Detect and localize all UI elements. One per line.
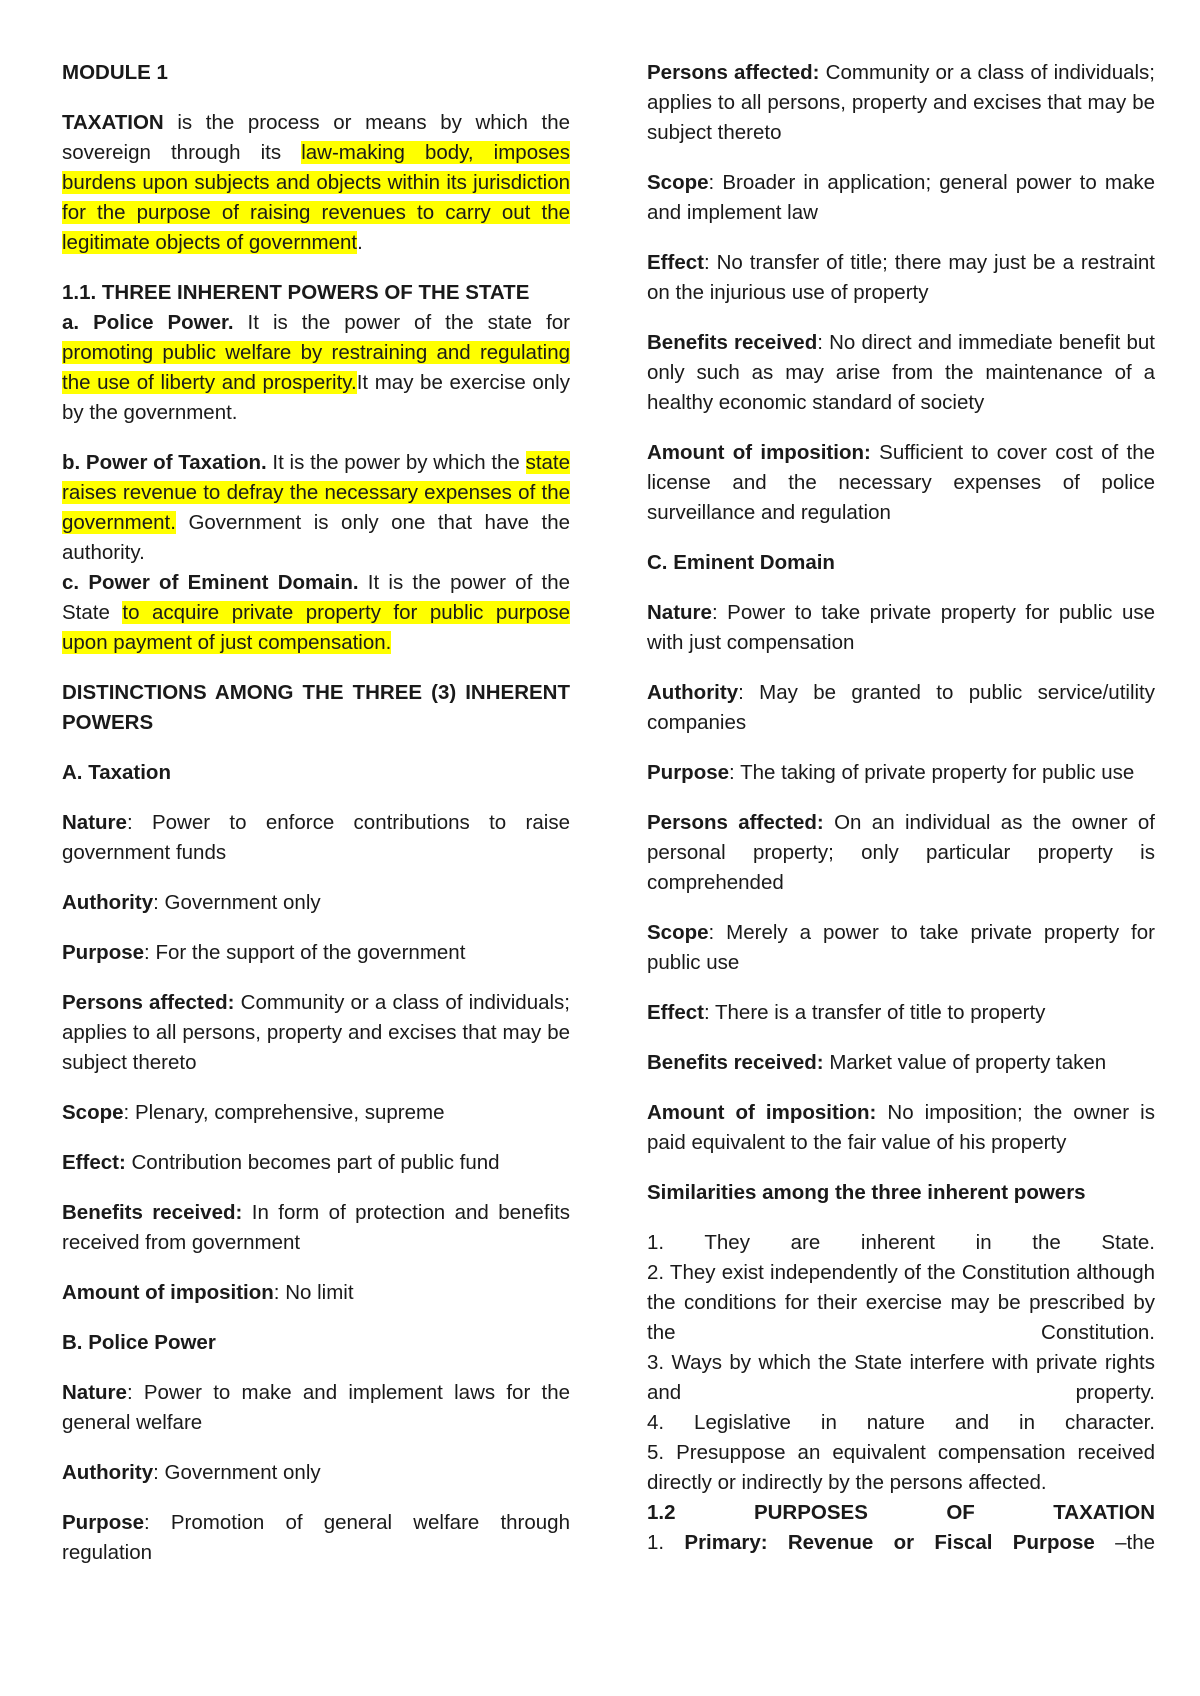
taxation-persons-affected: Persons affected: Community or a class of individuals; applies to all persons, property and excises that may be subject thereto bbox=[62, 991, 570, 1074]
police-power-paragraph: a. Police Power. It is the power of the state for promoting public welfare by restraining and regulating the use of liberty and prosperity.It may be exercise only by the government. bbox=[62, 311, 570, 424]
taxation-definition: TAXATION is the process or means by which the sovereign through its law-making body, imposes burdens upon subjects and objects within its jurisdiction for the purpose of raising revenues to carry out the legitimate objects of government. bbox=[62, 111, 570, 254]
similarity-item: 4. Legislative in nature and in character. bbox=[647, 1411, 1155, 1434]
distinctions-heading: DISTINCTIONS AMONG THE THREE (3) INHERENT POWERS bbox=[62, 681, 570, 734]
eminent-authority: Authority: May be granted to public service/utility companies bbox=[647, 681, 1155, 734]
eminent-benefits: Benefits received: Market value of property taken bbox=[647, 1051, 1107, 1074]
similarity-item: 3. Ways by which the State interfere with private rights and property. bbox=[647, 1351, 1155, 1404]
taxation-benefits: Benefits received: In form of protection and benefits received from government bbox=[62, 1201, 571, 1254]
eminent-persons-affected: Persons affected: On an individual as the owner of personal property; only particular property is comprehended bbox=[647, 811, 1155, 894]
taxation-subheading: A. Taxation bbox=[62, 761, 171, 784]
police-scope: Scope: Broader in application; general power to make and implement law bbox=[647, 171, 1155, 224]
eminent-scope: Scope: Merely a power to take private property for public use bbox=[647, 921, 1155, 974]
eminent-effect: Effect: There is a transfer of title to property bbox=[647, 1001, 1046, 1024]
highlight: to acquire private property for public purpose upon payment of just compensation. bbox=[62, 601, 571, 654]
taxation-effect: Effect: Contribution becomes part of public fund bbox=[62, 1151, 500, 1174]
taxation-nature: Nature: Power to enforce contributions to raise government funds bbox=[62, 811, 570, 864]
primary-purpose: 1. Primary: Revenue or Fiscal Purpose –the bbox=[647, 1531, 1155, 1554]
police-amount: Amount of imposition: Sufficient to cover cost of the license and the necessary expenses of police surveillance and regulation bbox=[647, 441, 1155, 524]
similarity-item: 2. They exist independently of the Constitution although the conditions for their exercise may be prescribed by the Constitution. bbox=[647, 1261, 1155, 1344]
eminent-purpose: Purpose: The taking of private property for public use bbox=[647, 761, 1135, 784]
police-power-subheading: B. Police Power bbox=[62, 1331, 216, 1354]
police-effect: Effect: No transfer of title; there may just be a restraint on the injurious use of property bbox=[647, 251, 1155, 304]
taxation-power-paragraph: b. Power of Taxation. It is the power by which the state raises revenue to defray the necessary expenses of the government. Government is only one that have the authority. bbox=[62, 451, 571, 564]
section-heading-powers: 1.1. THREE INHERENT POWERS OF THE STATE bbox=[62, 281, 530, 304]
highlight: state raises revenue to defray the necessary expenses of the government. bbox=[62, 451, 571, 534]
right-column bbox=[647, 58, 1155, 1558]
taxation-scope: Scope: Plenary, comprehensive, supreme bbox=[62, 1101, 445, 1124]
module-title: MODULE 1 bbox=[62, 61, 168, 84]
taxation-authority: Authority: Government only bbox=[62, 891, 321, 914]
police-purpose: Purpose: Promotion of general welfare through regulation bbox=[62, 1511, 570, 1564]
police-benefits: Benefits received: No direct and immediate benefit but only such as may arise from the maintenance of a healthy economic standard of society bbox=[647, 331, 1155, 414]
taxation-amount: Amount of imposition: No limit bbox=[62, 1281, 354, 1304]
left-column bbox=[62, 58, 570, 1588]
purposes-heading: 1.2 PURPOSES OF TAXATION bbox=[647, 1501, 1155, 1524]
similarity-item: 1. They are inherent in the State. bbox=[647, 1231, 1155, 1254]
taxation-purpose: Purpose: For the support of the government bbox=[62, 941, 466, 964]
police-nature: Nature: Power to make and implement laws for the general welfare bbox=[62, 1381, 570, 1434]
eminent-domain-subheading: C. Eminent Domain bbox=[647, 551, 835, 574]
eminent-domain-paragraph: c. Power of Eminent Domain. It is the power of the State to acquire private property for public purpose upon payment of just compensation. bbox=[62, 571, 571, 654]
police-authority: Authority: Government only bbox=[62, 1461, 321, 1484]
eminent-nature: Nature: Power to take private property for public use with just compensation bbox=[647, 601, 1155, 654]
similarities-heading: Similarities among the three inherent powers bbox=[647, 1181, 1086, 1204]
similarity-item: 5. Presuppose an equivalent compensation received directly or indirectly by the persons affected. bbox=[647, 1441, 1155, 1494]
highlight: promoting public welfare by restraining and regulating the use of liberty and prosperity. bbox=[62, 341, 570, 394]
eminent-amount: Amount of imposition: No imposition; the owner is paid equivalent to the fair value of his property bbox=[647, 1101, 1155, 1154]
police-persons-affected: Persons affected: Community or a class of individuals; applies to all persons, property and excises that may be subject thereto bbox=[647, 61, 1155, 144]
highlight: law-making body, imposes burdens upon subjects and objects within its jurisdiction for the purpose of raising revenues to carry out the legitimate objects of government bbox=[62, 141, 570, 254]
